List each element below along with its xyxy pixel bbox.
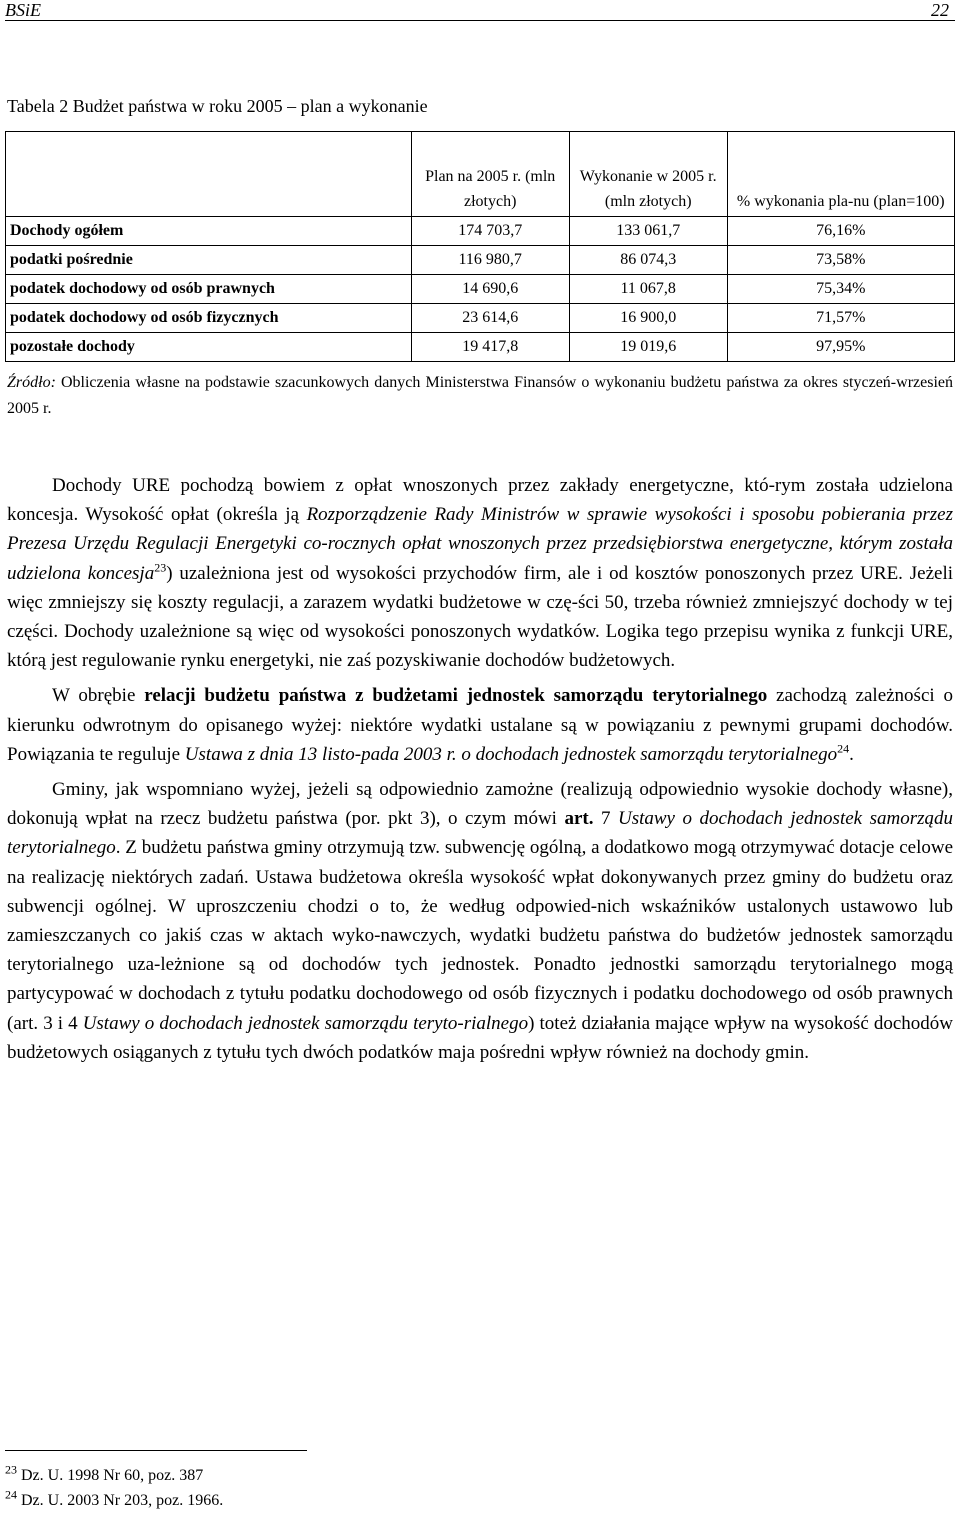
table-header-plan: Plan na 2005 r. (mln złotych) [411, 132, 569, 217]
text-span: ) uzależniona jest od wysokości przychodów firm, ale i od kosztów ponoszonych przez URE. Jeżeli więc zmniejszy się koszty regulacji, a zarazem wydatki budżetowe w czę-ści 50, trzeba również zmniejszyć dochody w tej części. Dochody uzależnione są więc od wysokości ponoszonych wydatków. Logika tego przepisu wynika z funkcji URE, którą jest regulowanie rynku energetyki, nie zaś pozyskiwanie dochodów budżetowych. [7, 562, 954, 672]
row-percent-value: 73,58% [727, 246, 955, 275]
act-title: Ustawa z dnia 13 listo-pada 2003 r. o dochodach jednostek samorządu terytorialnego [184, 743, 838, 765]
source-text: Obliczenia własne na podstawie szacunkowych danych Ministerstwa Finansów o wykonaniu budżetu państwa za okres styczeń-wrzesień 2005 r. [7, 374, 953, 417]
row-plan-value: 23 614,6 [411, 304, 569, 333]
row-percent-value: 71,57% [727, 304, 955, 333]
row-plan-value: 14 690,6 [411, 275, 569, 304]
row-label: Dochody ogółem [6, 217, 412, 246]
row-execution-value: 16 900,0 [569, 304, 727, 333]
act-title: Ustawy o dochodach jednostek samorządu teryto-rialnego [82, 1012, 529, 1034]
footnote-ref: 24 [837, 741, 850, 756]
paragraph-local-government [7, 681, 953, 769]
header-title: BSiE [5, 0, 41, 20]
footnote-number: 24 [5, 1487, 17, 1502]
text-span: zachodzą zależności o kierunku odwrotnym do opisanego wyżej: niektóre wydatki ustalane są w powiązaniu z pewnymi grupami dochodów. Powiązania te reguluje [7, 685, 953, 765]
footnote-text: Dz. U. 1998 Nr 60, poz. 387 [17, 1467, 204, 1484]
footnotes [5, 1463, 223, 1513]
body-text [7, 471, 953, 1073]
regulation-title: Rozporządzenie Rady Ministrów w sprawie wysokości i sposobu pobierania przez Prezesa Urzędu Regulacji Energetyki co-rocznych opłat wnoszonych przez przedsiębiorstwa energetyczne, którym została udzielona koncesja [7, 504, 953, 584]
page-header [5, 0, 955, 21]
text-span: . [849, 743, 854, 765]
row-percent-value: 75,34% [727, 275, 955, 304]
row-label: pozostałe dochody [6, 333, 412, 362]
source-label: Źródło: [7, 374, 56, 391]
table-title: Tabela 2 Budżet państwa w roku 2005 – plan a wykonanie [7, 96, 428, 116]
row-execution-value: 86 074,3 [569, 246, 727, 275]
table-header-empty [6, 132, 412, 217]
row-execution-value: 11 067,8 [569, 275, 727, 304]
table-header-percent: % wykonania pla-nu (plan=100) [727, 132, 955, 217]
bold-phrase: relacji budżetu państwa z budżetami jednostek samorządu terytorialnego [144, 685, 768, 707]
footnote-ref: 23 [154, 560, 167, 575]
table-row [6, 304, 955, 333]
table-header-row [6, 132, 955, 217]
text-span: ) toteż działania mające wpływ na wysokość dochodów budżetowych osiąganych z tytułu tych dwóch podatków maja pośredni wpływ również na dochody gmin. [7, 1012, 953, 1063]
table-source-note [7, 370, 953, 422]
table-row [6, 275, 955, 304]
text-span: W obrębie [52, 685, 145, 707]
table-row [6, 217, 955, 246]
footnote-number: 23 [5, 1462, 17, 1477]
paragraph-ure-revenue [7, 471, 953, 675]
page-number: 22 [931, 0, 949, 20]
row-execution-value: 19 019,6 [569, 333, 727, 362]
text-span: Dochody URE pochodzą bowiem z opłat wnoszonych przez zakłady energetyczne, któ-rym została udzielona koncesja. Wysokość opłat (określa ją [7, 475, 953, 526]
footnote-separator [5, 1450, 307, 1451]
table-row [6, 246, 955, 275]
bold-phrase: art. [564, 808, 594, 830]
text-span: 7 [593, 808, 618, 830]
footnote [5, 1463, 223, 1488]
table-header-execution: Wykonanie w 2005 r. (mln złotych) [569, 132, 727, 217]
text-span: Gminy, jak wspomniano wyżej, jeżeli są odpowiednio zamożne (realizują odpowiednio wysokie dochody własne), dokonują wpłat na rzecz budżetu państwa (por. pkt 3), o czym mówi [7, 779, 953, 830]
budget-table [5, 131, 955, 362]
table-row [6, 333, 955, 362]
text-span: . Z budżetu państwa gminy otrzymują tzw. subwencję ogólną, a dodatkowo mogą otrzymywać dotacje celowe na realizację niektórych zadań. Ustawa budżetowa określa wysokość wpłat dokonywanych przez gminy do budżetu oraz subwencji ogólnej. W uproszczeniu chodzi o to, że według odpowied-nich wskaźników ustalonych ustawowo lub zamieszczanych co jakiś czas w aktach wyko-nawczych, wydatki budżetu państwa do budżetów jednostek samorządu terytorialnego uza-leżnione są od dochodów tych jednostek. Ponadto jednostki samorządu terytorialnego mogą partycypować w dochodach z tytułu podatku dochodowego od osób fizycznych i podatku dochodowego od osób prawnych (art. 3 i 4 [7, 837, 953, 1034]
footnote-text: Dz. U. 2003 Nr 203, poz. 1966. [17, 1492, 224, 1509]
footnote [5, 1488, 223, 1513]
act-title: Ustawy o dochodach jednostek samorządu terytorialnego [7, 808, 953, 859]
row-plan-value: 116 980,7 [411, 246, 569, 275]
row-plan-value: 174 703,7 [411, 217, 569, 246]
row-execution-value: 133 061,7 [569, 217, 727, 246]
paragraph-municipalities [7, 775, 953, 1067]
row-label: podatek dochodowy od osób fizycznych [6, 304, 412, 333]
row-percent-value: 76,16% [727, 217, 955, 246]
row-label: podatek dochodowy od osób prawnych [6, 275, 412, 304]
row-label: podatki pośrednie [6, 246, 412, 275]
row-plan-value: 19 417,8 [411, 333, 569, 362]
row-percent-value: 97,95% [727, 333, 955, 362]
